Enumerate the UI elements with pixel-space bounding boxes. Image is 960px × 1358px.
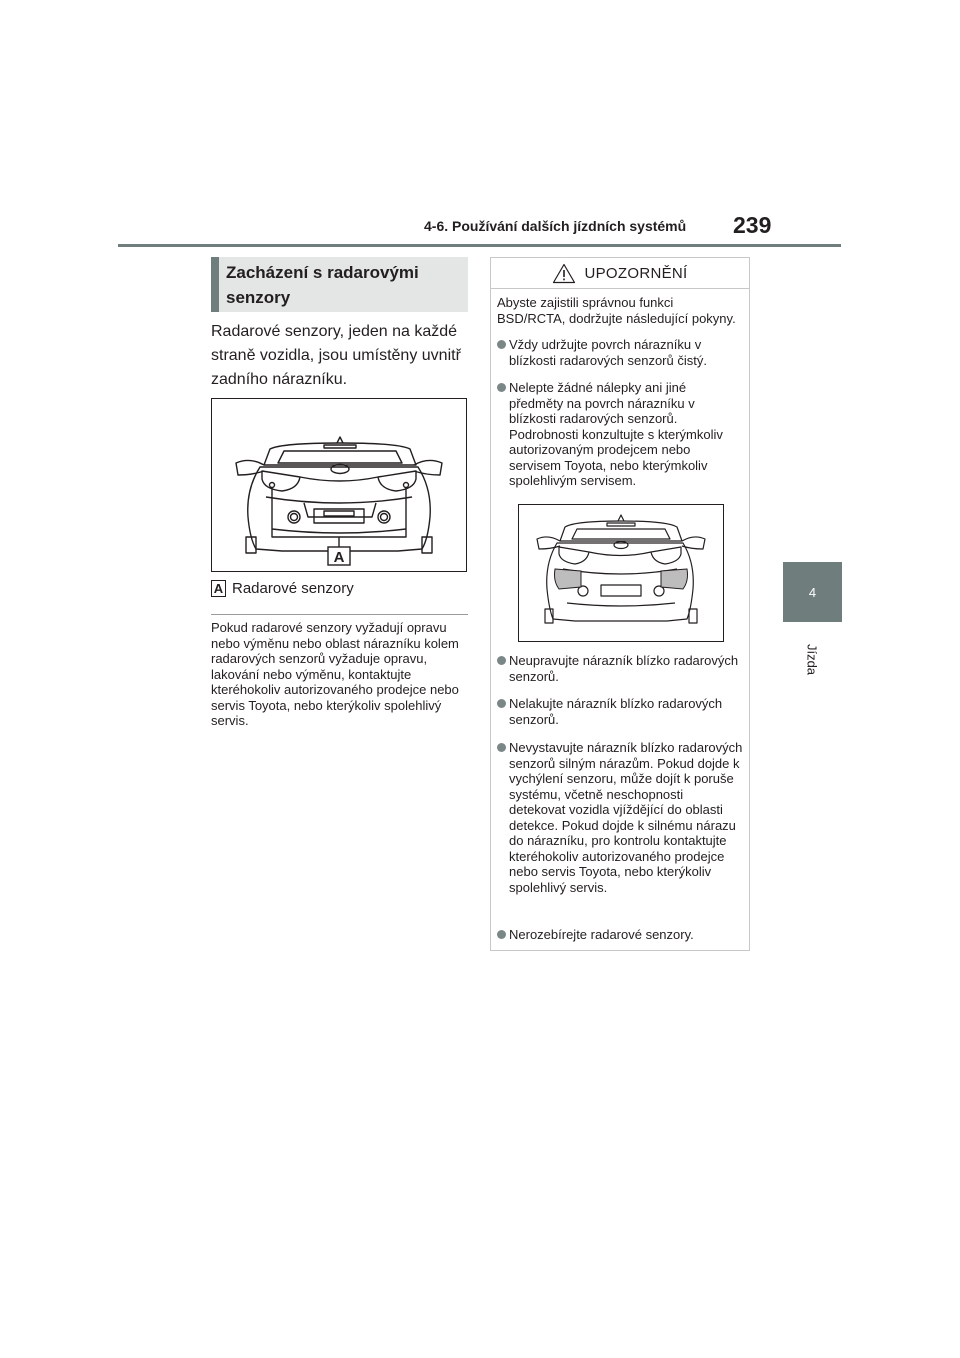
figure-caption	[211, 580, 354, 597]
warning-bullet	[497, 696, 743, 727]
note-paragraph: Pokud radarové senzory vyžadují opravu nebo výměnu nebo oblast nárazníku kolem radarových senzorů vyžaduje opravu, lakování nebo výměnu, kontaktujte kteréhokoliv autorizovaného prodejce nebo servis Toyota, nebo kterýkoliv spolehlivý servis.	[211, 620, 459, 728]
warning-bullet	[497, 337, 743, 368]
caption-text: Radarové senzory	[232, 580, 354, 597]
warning-box	[490, 257, 750, 951]
car-rear-zone-figure	[518, 504, 724, 642]
page-number: 239	[733, 212, 772, 238]
bullet-text: Vždy udržujte povrch nárazníku v blízkosti radarových senzorů čistý.	[509, 337, 707, 368]
bullet-text: Neupravujte nárazník blízko radarových senzorů.	[509, 653, 739, 684]
bullet-text: Nelakujte nárazník blízko radarových senzorů.	[509, 696, 723, 727]
header-rule	[118, 244, 841, 247]
section-heading	[211, 257, 468, 312]
figure-callout-a: A	[333, 549, 345, 566]
warning-bullet	[497, 380, 743, 489]
heading-accent-bar	[211, 257, 219, 312]
note-divider	[211, 614, 468, 615]
bullet-dot	[497, 340, 506, 349]
car-rear-zone-illustration	[519, 505, 723, 641]
chapter-label-wrap	[800, 632, 824, 692]
bullet-text: Nerozebírejte radarové senzory.	[509, 927, 694, 942]
bullet-dot	[497, 743, 506, 752]
caption-letter-box: A	[211, 580, 226, 597]
chapter-label: Jízda	[804, 643, 820, 676]
chapter-number: 4	[808, 584, 817, 600]
bullet-text: Nelepte žádné nálepky ani jiné předměty na povrch nárazníku v blízkosti radarových senzorů. Podrobnosti konzultujte s kterýmkoliv autorizovaným prodejcem nebo servisem Toyota, nebo kterýmkoliv spolehlivým servisem.	[509, 380, 723, 488]
bullet-dot	[497, 383, 506, 392]
car-rear-illustration	[212, 399, 466, 571]
section-heading-text: Zacházení s radarovými senzory	[226, 263, 419, 307]
bullet-text: Nevystavujte nárazník blízko radarových senzorů silným nárazům. Pokud dojde k vychýlení senzoru, může dojít k poruše systému, včetně neschopnosti detekovat vozidla vjíždějící do oblasti detekce. Pokud dojde k silnému nárazu do nárazníku, pro kontrolu kontaktujte kteréhokoliv autorizovaného prodejce nebo servis Toyota, nebo kterýkoliv spolehlivý servis.	[509, 740, 743, 895]
car-rear-figure	[211, 398, 467, 572]
warning-bullet	[497, 740, 743, 895]
bullet-dot	[497, 930, 506, 939]
warning-header	[491, 258, 749, 289]
bullet-dot	[497, 699, 506, 708]
warning-title: UPOZORNĚNÍ	[584, 264, 688, 282]
section-title: 4-6. Používání dalších jízdních systémů	[424, 218, 687, 234]
warning-bullet	[497, 927, 743, 943]
bullet-dot	[497, 656, 506, 665]
warning-intro: Abyste zajistili správnou funkci BSD/RCTA, dodržujte následující pokyny.	[497, 295, 736, 326]
warning-triangle-icon	[552, 263, 576, 284]
chapter-tab	[783, 562, 842, 622]
warning-bullet	[497, 653, 743, 684]
intro-paragraph: Radarové senzory, jeden na každé straně vozidla, jsou umístěny uvnitř zadního nárazníku.	[211, 323, 461, 388]
